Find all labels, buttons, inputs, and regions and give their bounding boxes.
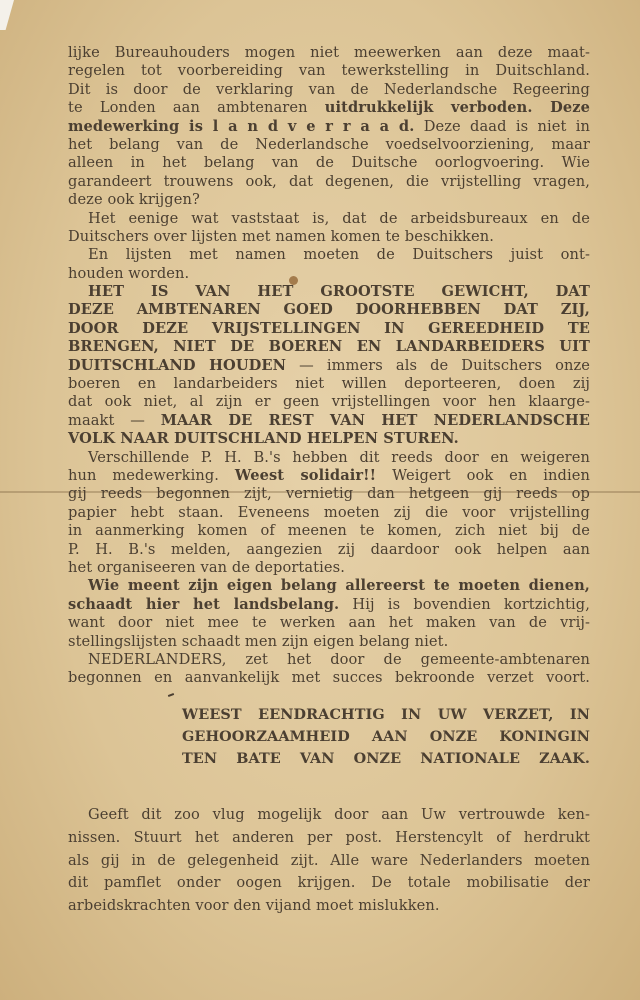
text-line	[68, 62, 590, 80]
text-line	[68, 228, 590, 246]
text-line	[68, 136, 590, 154]
bold-text: schaadt hier het landsbelang.	[68, 595, 340, 613]
text-line	[68, 210, 590, 228]
text: dit pamflet onder oogen krijgen. De totale mobilisatie der	[68, 874, 590, 892]
text-line	[68, 596, 590, 614]
text-line	[68, 357, 590, 375]
text-line	[182, 748, 590, 770]
text: boeren en landarbeiders niet willen deporteeren, doen zij	[68, 375, 590, 393]
text-line	[68, 895, 590, 918]
bold-text: DOOR DEZE VRIJSTELLINGEN IN GEREEDHEID TE	[68, 319, 590, 337]
text-line	[68, 338, 590, 356]
text-line	[68, 393, 590, 411]
bold-text: Weest solidair!!	[234, 466, 377, 484]
text: arbeidskrachten voor den vijand moet mislukken.	[68, 897, 440, 915]
text-line	[68, 191, 590, 209]
text-line	[68, 118, 590, 136]
text-line	[68, 850, 590, 873]
main-text-body	[68, 44, 590, 688]
text-line	[68, 449, 590, 467]
text-line	[68, 522, 590, 540]
text: GEHOORZAAMHEID AAN ONZE KONINGIN	[182, 728, 590, 745]
text: Hij is bovendien kortzichtig,	[339, 595, 590, 613]
text: En lijsten met namen moeten de Duitschers juist ont-	[88, 246, 590, 264]
distribution-instructions	[68, 804, 590, 918]
bold-text: BRENGEN, NIET DE BOEREN EN LANDARBEIDERS UIT	[68, 338, 590, 356]
text: TEN BATE VAN ONZE NATIONALE ZAAK.	[182, 750, 590, 767]
text-line	[68, 430, 590, 448]
bold-text: VOLK NAAR DUITSCHLAND HELPEN STUREN.	[68, 430, 459, 448]
text: in aanmerking komen of meenen te komen, zich niet bij de	[68, 522, 590, 540]
text: begonnen en aanvankelijk met succes bekroonde verzet voort.	[68, 669, 590, 687]
text-line	[68, 669, 590, 687]
stray-mark	[168, 693, 174, 697]
text: te Londen aan ambtenaren	[68, 99, 325, 117]
call-to-action-block	[182, 704, 590, 770]
text: Verschillende P. H. B.'s hebben dit reeds door en weigeren	[88, 448, 590, 466]
text: P. H. B.'s melden, aangezien zij daardoor ook helpen aan	[68, 540, 590, 558]
text: Duitschers over lijsten met namen komen te beschikken.	[68, 227, 494, 245]
text: Weigert ook en indien	[376, 466, 590, 484]
text: als gij in de gelegenheid zijt. Alle ware Nederlanders moeten	[68, 851, 590, 869]
text-line	[68, 246, 590, 264]
text: garandeert trouwens ook, dat degenen, die vrijstelling vragen,	[68, 172, 590, 190]
text: deze ook krijgen?	[68, 191, 200, 209]
text-line	[68, 412, 590, 430]
text-line	[68, 320, 590, 338]
text: regelen tot voorbereiding van tewerkstelling in Duitschland.	[68, 62, 590, 80]
bold-text: DUITSCHLAND HOUDEN	[68, 356, 287, 374]
text: want door niet mee te werken aan het maken van de vrij-	[68, 614, 590, 632]
text: WEEST EENDRACHTIG IN UW VERZET, IN	[182, 706, 590, 723]
paper-tear	[0, 0, 14, 30]
text-line	[68, 467, 590, 485]
text: het organiseeren van de deportaties.	[68, 558, 345, 576]
text-line	[68, 301, 590, 319]
text: houden worden.	[68, 264, 190, 282]
text: Deze daad is niet in	[414, 117, 590, 135]
text-line	[68, 99, 590, 117]
text-line	[68, 265, 590, 283]
bold-text: DEZE AMBTENAREN GOED DOORHEBBEN DAT ZIJ,	[68, 301, 590, 319]
text-line	[68, 559, 590, 577]
bold-text: MAAR DE REST VAN HET NEDERLANDSCHE	[160, 411, 590, 429]
text: — immers als de Duitschers onze	[286, 356, 590, 374]
text: gij reeds begonnen zijt, vernietig dan hetgeen gij reeds op	[68, 485, 590, 503]
bold-text: Wie meent zijn eigen belang allereerst te moeten dienen,	[88, 577, 590, 595]
text: alleen in het belang van de Duitsche oorlogvoering. Wie	[68, 154, 590, 172]
text-line	[68, 633, 590, 651]
text: nissen. Stuurt het anderen per post. Herstencylt of herdrukt	[68, 828, 590, 846]
text-line	[68, 173, 590, 191]
text-line	[68, 872, 590, 895]
bold-text: medewerking is l a n d v e r r a a d.	[68, 117, 415, 135]
text: papier hebt staan. Eveneens moeten zij die voor vrijstelling	[68, 503, 590, 521]
text-line	[68, 154, 590, 172]
text: Het eenige wat vaststaat is, dat de arbeidsbureaux en de	[88, 209, 590, 227]
text: het belang van de Nederlandsche voedselvoorziening, maar	[68, 135, 590, 153]
text-line	[182, 704, 590, 726]
text-line	[88, 804, 590, 827]
text: dat ook niet, al zijn er geen vrijstellingen voor hen klaarge-	[68, 393, 590, 411]
text-line	[68, 651, 590, 669]
text-line	[68, 283, 590, 301]
text-line	[68, 541, 590, 559]
text: maakt —	[68, 411, 161, 429]
text-line	[68, 485, 590, 503]
text: Geeft dit zoo vlug mogelijk door aan Uw vertrouwde ken-	[88, 806, 590, 823]
text-line	[68, 577, 590, 595]
text-line	[68, 375, 590, 393]
text-line	[68, 827, 590, 850]
bold-text: HET IS VAN HET GROOTSTE GEWICHT, DAT	[88, 283, 590, 301]
text: lijke Bureauhouders mogen niet meewerken aan deze maat-	[68, 44, 590, 61]
text: Dit is door de verklaring van de Nederlandsche Regeering	[68, 80, 590, 98]
text: NEDERLANDERS, zet het door de gemeente-ambtenaren	[88, 650, 590, 668]
bold-text: uitdrukkelijk verboden. Deze	[324, 99, 591, 117]
text: stellingslijsten schaadt men zijn eigen belang niet.	[68, 632, 449, 650]
text-line	[68, 44, 590, 62]
text-line	[182, 726, 590, 748]
text-line	[68, 504, 590, 522]
text-line	[68, 614, 590, 632]
text: hun medewerking.	[68, 466, 235, 484]
text-line	[68, 81, 590, 99]
